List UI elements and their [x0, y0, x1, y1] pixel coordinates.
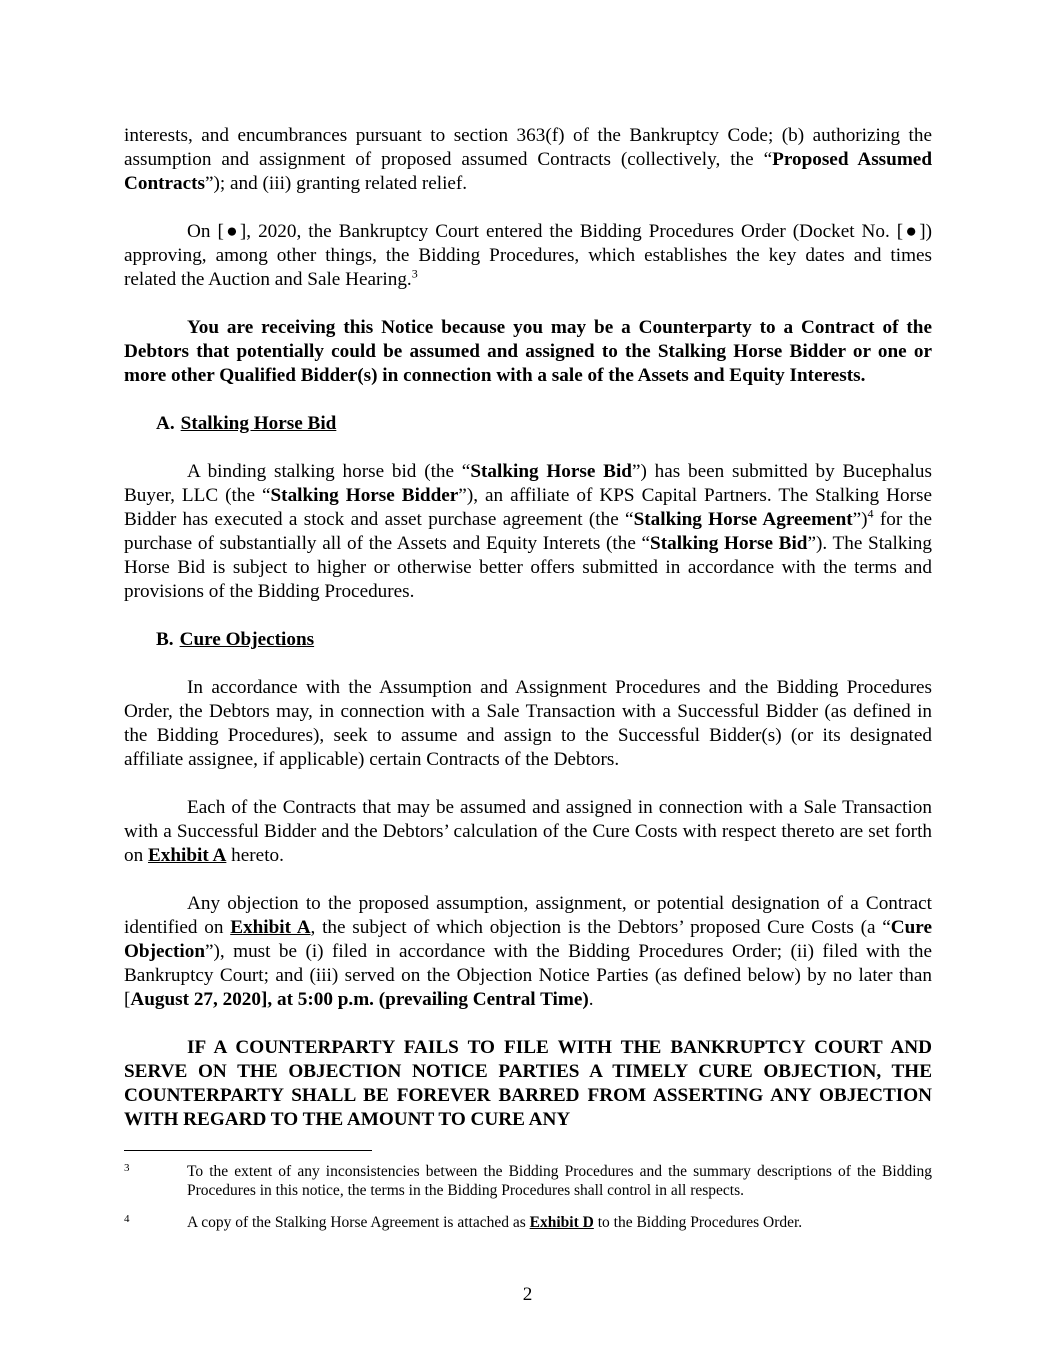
footnote-3: 3 To the extent of any inconsistencies between the Bidding Procedures and the summary descriptions of the Bidding Procedures in this notice, the terms in the Bidding Procedures shall control in all respects. [124, 1162, 932, 1199]
section-heading-a: A. Stalking Horse Bid [156, 413, 337, 434]
paragraph-assumption: In accordance with the Assumption and Assignment Procedures and the Bidding Procedures Order, the Debtors may, in connection with a Sale Transaction with a Successful Bidder (as defined in the Bidding Procedures), seek to assume and assign to the Successful Bidder(s) (or its designated affiliate assignee, if applicable) certain Contracts of the Debtors. [124, 677, 932, 770]
exhibit-d-reference: Exhibit D [529, 1214, 594, 1231]
footnote-divider [124, 1150, 372, 1151]
paragraph-notice-bold: You are receiving this Notice because you may be a Counterparty to a Contract of the Debtors that potentially could be assumed and assigned to the Stalking Horse Bidder or one or more other Qualified Bidder(s) in connection with a sale of the Assets and Equity Interests. [124, 317, 932, 386]
footnotes [124, 1162, 932, 1232]
paragraph-relief: interests, and encumbrances pursuant to section 363(f) of the Bankruptcy Code; (b) authorizing the assumption and assignment of proposed assumed Contracts (collectively, the “Proposed Assumed Contracts”); and (iii) granting related relief. [124, 125, 932, 194]
footnote-ref-3: 3 [411, 266, 418, 281]
footnote-ref-4: 4 [867, 506, 874, 521]
document-body [124, 124, 932, 1132]
paragraph-contracts: Each of the Contracts that may be assumed and assigned in connection with a Sale Transaction with a Successful Bidder and the Debtors’ calculation of the Cure Costs with respect thereto are set forth on Exhibit A hereto. [124, 797, 932, 866]
footnote-4: 4 A copy of the Stalking Horse Agreement is attached as Exhibit D to the Bidding Procedures Order. [124, 1213, 803, 1231]
paragraph-stalking-horse: A binding stalking horse bid (the “Stalking Horse Bid”) has been submitted by Bucephalus Buyer, LLC (the “Stalking Horse Bidder”), an affiliate of KPS Capital Partners. The Stalking Horse Bidder has executed a stock and asset purchase agreement (the “Stalking Horse Agreement”)$^4$ for the purchase of substantially all of the Assets and Equity Interets (the “Stalking Horse Bid”). The Stalking Horse Bid is subject to higher or otherwise better offers submitted in accordance with the terms and provisions of the Bidding Procedures. [124, 461, 932, 602]
exhibit-a-reference: Exhibit A [147, 845, 227, 866]
section-heading-b: B. Cure Objections [156, 629, 315, 650]
paragraph-bidding-order: On [●], 2020, the Bankruptcy Court entered the Bidding Procedures Order (Docket No. [●]) approving, among other things, the Bidding Procedures, which establishes the key dates and times related the Auction and Sale Hearing.$^3$ [124, 221, 932, 290]
page-number: 2 [522, 1284, 533, 1305]
paragraph-warning-caps: IF A COUNTERPARTY FAILS TO FILE WITH THE BANKRUPTCY COURT AND SERVE ON THE OBJECTION NOTICE PARTIES A TIMELY CURE OBJECTION, THE COUNTERPARTY SHALL BE FOREVER BARRED FROM ASSERTING ANY OBJECTION WITH REGARD TO THE AMOUNT TO CURE ANY [124, 1037, 932, 1130]
exhibit-a-reference-2: Exhibit A [230, 917, 311, 938]
paragraph-cure-objection: Any objection to the proposed assumption, assignment, or potential designation of a Contract identified on Exhibit A, the subject of which objection is the Debtors’ proposed Cure Costs (a “Cure Objection”), must be (i) filed in accordance with the Bidding Procedures Order; (ii) filed with the Bankruptcy Court; and (iii) served on the Objection Notice Parties (as defined below) by no later than [August 27, 2020], at 5:00 p.m. (prevailing Central Time). [124, 893, 932, 1010]
